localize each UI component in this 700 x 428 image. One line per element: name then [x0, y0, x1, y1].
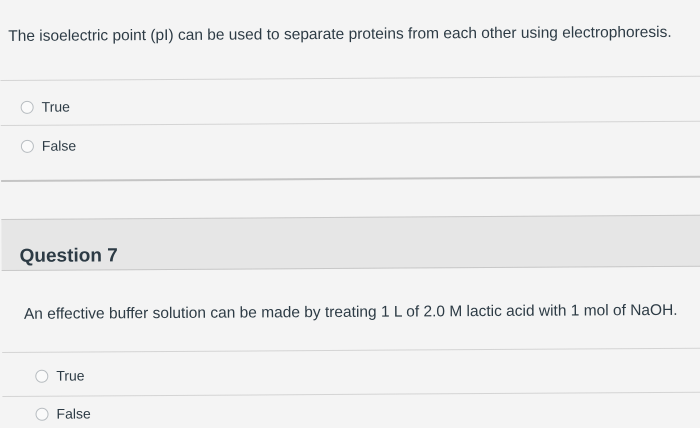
answer-label: True — [41, 98, 70, 115]
radio-button[interactable] — [21, 100, 34, 113]
radio-button[interactable] — [21, 139, 34, 152]
question-7-text: An effective buffer solution can be made by treating 1 L of 2.0 M lactic acid with 1 mol of NaOH. — [23, 301, 678, 323]
answer-label: True — [56, 367, 85, 384]
radio-button[interactable] — [35, 407, 48, 420]
question-6-text: The isoelectric point (pI) can be used to separate proteins from each other using electrophoresis. — [8, 23, 672, 45]
question-header — [1, 215, 700, 271]
answer-label: False — [41, 137, 77, 154]
answer-option-true[interactable] — [35, 367, 84, 383]
divider — [0, 76, 700, 81]
answer-option-true[interactable] — [21, 99, 70, 115]
question-title: Question 7 — [19, 245, 118, 267]
divider — [1, 121, 700, 126]
divider — [2, 348, 700, 353]
answer-label: False — [56, 405, 91, 422]
answer-option-false[interactable] — [21, 138, 76, 154]
question-bottom-border — [1, 176, 700, 182]
answer-option-false[interactable] — [35, 405, 90, 421]
divider — [2, 392, 700, 397]
radio-button[interactable] — [35, 369, 48, 382]
